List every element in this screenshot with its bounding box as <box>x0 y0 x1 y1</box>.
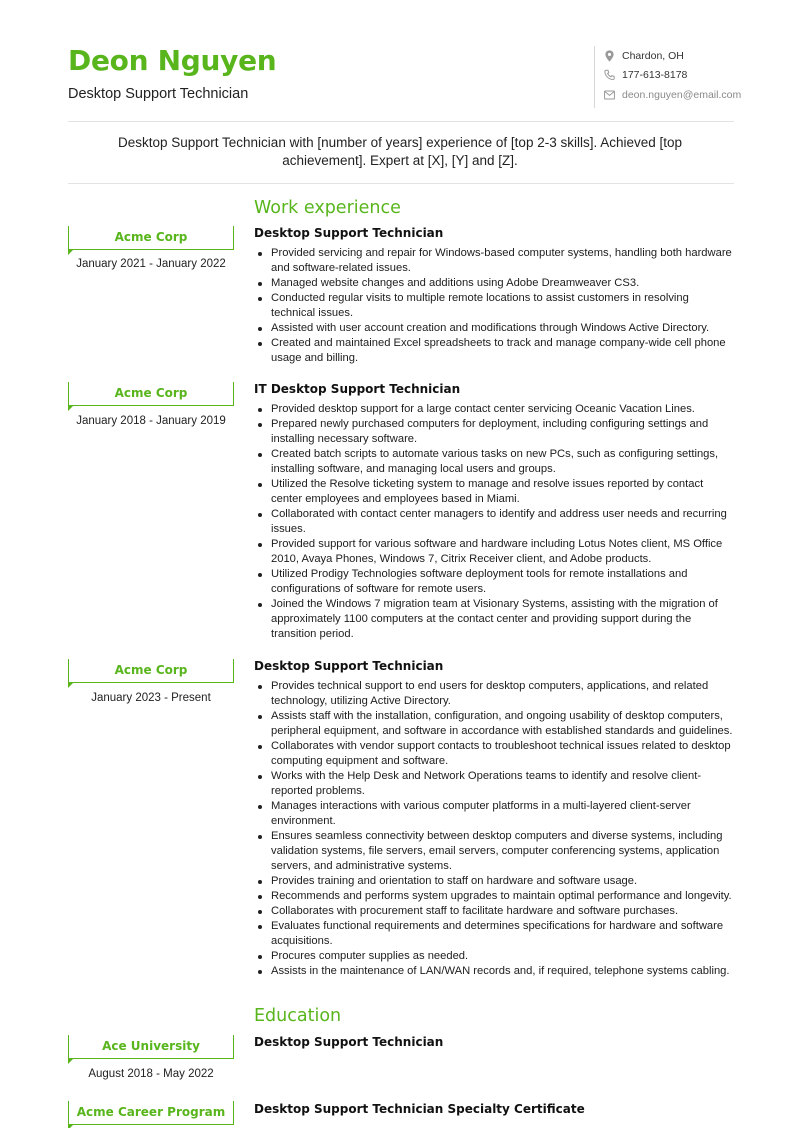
list-item: Conducted regular visits to multiple remote locations to assist customers in resolving technical issues. <box>254 291 736 321</box>
job-dates: January 2021 - January 2022 <box>76 258 226 270</box>
candidate-role: Desktop Support Technician <box>68 86 249 102</box>
location-text: Chardon, OH <box>622 50 684 62</box>
list-item: Utilized Prodigy Technologies software deployment tools for remote installations and configurations of software for remote users. <box>254 567 736 597</box>
list-item: Works with the Help Desk and Network Operations teams to identify and resolve client-reported problems. <box>254 769 736 799</box>
job-entry <box>254 224 736 366</box>
list-item: Created batch scripts to automate various tasks on new PCs, such as configuring settings, installing software, and managing local users and groups. <box>254 447 736 477</box>
list-item: Collaborates with procurement staff to facilitate hardware and software purchases. <box>254 904 736 919</box>
contact-email[interactable] <box>604 87 741 103</box>
job-title: IT Desktop Support Technician <box>254 382 461 396</box>
job-dates: January 2018 - January 2019 <box>76 415 226 427</box>
summary-divider <box>68 183 734 184</box>
company-tag: Acme Corp <box>68 226 234 250</box>
summary-text: Desktop Support Technician with [number of years] experience of [top 2-3 skills]. Achieved [top achievement]. Expert at [X], [Y] and [Z]. <box>117 135 683 168</box>
education-heading: Education <box>254 1006 342 1026</box>
education-entry <box>254 1100 736 1118</box>
list-item: Assists staff with the installation, configuration, and ongoing usability of desktop computers, peripheral equipment, and software in accordance with established standards and guidelines. <box>254 709 736 739</box>
job-bullets <box>254 679 736 979</box>
school-tag: Ace University <box>68 1035 234 1059</box>
job-title: Desktop Support Technician <box>254 659 444 673</box>
list-item: Provides technical support to end users for desktop computers, applications, and related technology, utilizing Active Directory. <box>254 679 736 709</box>
header-divider <box>68 121 734 122</box>
list-item: Assists in the maintenance of LAN/WAN records and, if required, telephone systems cabling. <box>254 964 736 979</box>
education-entry <box>254 1033 736 1051</box>
list-item: Joined the Windows 7 migration team at Visionary Systems, assisting with the migration of approximately 1100 computers at the contact center and providing support during the transition period. <box>254 597 736 642</box>
education-dates: August 2018 - May 2022 <box>88 1068 214 1080</box>
candidate-name: Deon Nguyen <box>68 44 277 77</box>
list-item: Procures computer supplies as needed. <box>254 949 736 964</box>
phone-icon <box>604 69 615 81</box>
list-item: Ensures seamless connectivity between desktop computers and diverse systems, including validation systems, file servers, email servers, computer conferencing systems, application servers, and administrative systems. <box>254 829 736 874</box>
degree-title: Desktop Support Technician Specialty Certificate <box>254 1102 585 1116</box>
contact-location <box>604 48 684 64</box>
list-item: Provided servicing and repair for Windows-based computer systems, handling both hardware and software-related issues. <box>254 246 736 276</box>
job-bullets <box>254 246 736 366</box>
phone-text: 177-613-8178 <box>622 69 688 81</box>
company-tag: Acme Corp <box>68 659 234 683</box>
school-tag: Acme Career Program <box>68 1101 234 1125</box>
list-item: Assisted with user account creation and modifications through Windows Active Directory. <box>254 321 736 336</box>
list-item: Prepared newly purchased computers for deployment, including configuring settings and installing necessary software. <box>254 417 736 447</box>
job-entry <box>254 380 736 642</box>
list-item: Managed website changes and additions using Adobe Dreamweaver CS3. <box>254 276 736 291</box>
list-item: Provided support for various software and hardware including Lotus Notes client, MS Office 2010, Avaya Phones, Windows 7, Citrix Receiver client, and Adobe products. <box>254 537 736 567</box>
email-link[interactable]: deon.nguyen@email.com <box>622 89 742 101</box>
list-item: Provided desktop support for a large contact center servicing Oceanic Vacation Lines. <box>254 402 736 417</box>
list-item: Collaborated with contact center managers to identify and address user needs and recurring issues. <box>254 507 736 537</box>
company-tag: Acme Corp <box>68 382 234 406</box>
degree-title: Desktop Support Technician <box>254 1035 444 1049</box>
list-item: Created and maintained Excel spreadsheets to track and manage company-wide cell phone usage and billing. <box>254 336 736 366</box>
list-item: Evaluates functional requirements and determines specifications for hardware and software acquisitions. <box>254 919 736 949</box>
list-item: Provides training and orientation to staff on hardware and software usage. <box>254 874 736 889</box>
job-title: Desktop Support Technician <box>254 226 444 240</box>
list-item: Collaborates with vendor support contacts to troubleshoot technical issues related to desktop computing equipment and software. <box>254 739 736 769</box>
envelope-icon <box>604 89 615 101</box>
job-dates: January 2023 - Present <box>91 692 211 704</box>
job-bullets <box>254 402 736 642</box>
list-item: Utilized the Resolve ticketing system to manage and resolve issues reported by contact center employees and employees based in Miami. <box>254 477 736 507</box>
contact-phone <box>604 67 687 83</box>
list-item: Manages interactions with various computer platforms in a multi-layered client-server environment. <box>254 799 736 829</box>
map-pin-icon <box>604 50 615 62</box>
work-experience-heading: Work experience <box>254 198 401 218</box>
job-entry <box>254 657 736 979</box>
list-item: Recommends and performs system upgrades to maintain optimal performance and longevity. <box>254 889 736 904</box>
contact-info <box>594 46 744 108</box>
